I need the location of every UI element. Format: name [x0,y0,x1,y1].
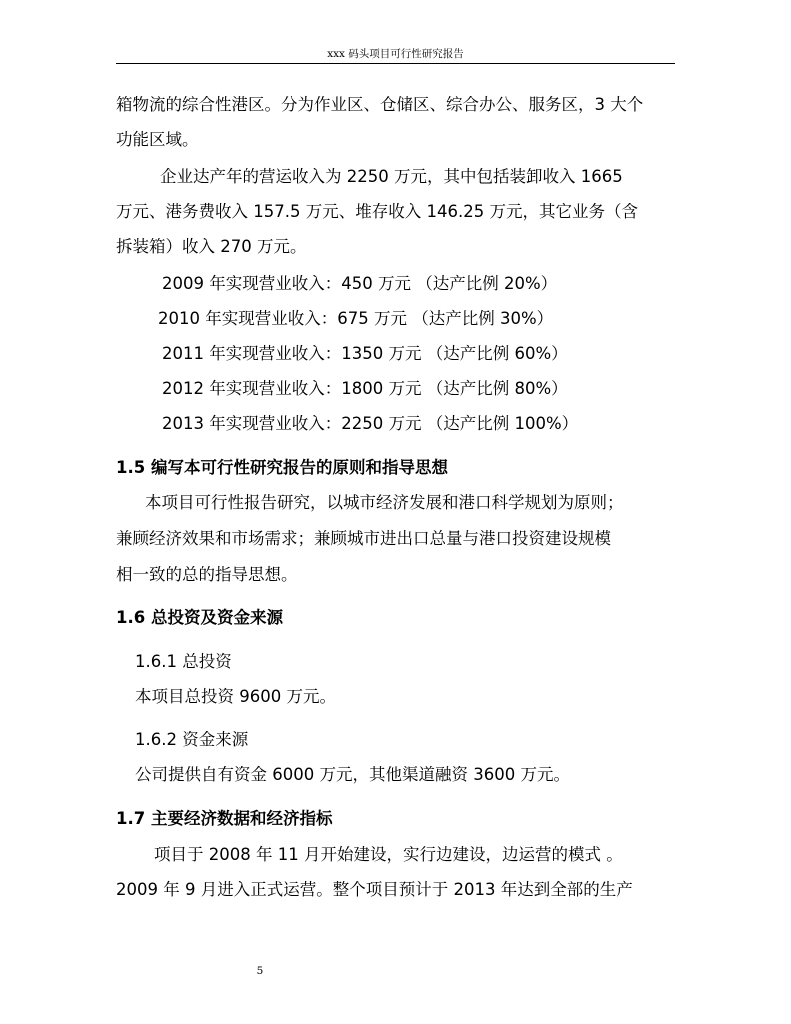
revenue-year-2011: 2011 年实现营业收入：1350 万元 （达产比例 60%） [162,344,568,363]
intro-line-1: 箱物流的综合性港区。分为作业区、仓储区、综合办公、服务区，3 大个 [116,95,644,114]
section-1-7-heading: 1.7 主要经济数据和经济指标 [116,809,333,828]
header-divider [116,63,675,64]
revenue-year-2009: 2009 年实现营业收入：450 万元 （达产比例 20%） [162,274,558,293]
section-1-5-line-3: 相一致的总的指导思想。 [116,565,298,584]
revenue-year-2010: 2010 年实现营业收入：675 万元 （达产比例 30%） [158,309,554,328]
subsection-1-6-1-text: 本项目总投资 9600 万元。 [135,687,336,706]
revenue-year-2013: 2013 年实现营业收入：2250 万元 （达产比例 100%） [162,414,579,433]
section-1-5-line-2: 兼顾经济效果和市场需求；兼顾城市进出口总量与港口投资建设规模 [116,529,611,548]
intro-line-2: 功能区域。 [116,130,199,149]
revenue-paragraph-line-1: 企业达产年的营运收入为 2250 万元，其中包括装卸收入 1665 [160,167,623,186]
revenue-paragraph-line-2: 万元、港务费收入 157.5 万元、堆存收入 146.25 万元，其它业务（含 [116,202,638,221]
subsection-1-6-2-text: 公司提供自有资金 6000 万元，其他渠道融资 3600 万元。 [135,765,570,784]
revenue-paragraph-line-3: 拆装箱）收入 270 万元。 [116,237,307,256]
subsection-1-6-2-heading: 1.6.2 资金来源 [135,730,249,749]
revenue-year-2012: 2012 年实现营业收入：1800 万元 （达产比例 80%） [162,379,568,398]
section-1-7-line-2: 2009 年 9 月进入正式运营。整个项目预计于 2013 年达到全部的生产 [116,880,633,899]
running-header-title: xxx 码头项目可行性研究报告 [327,48,464,60]
section-1-5-heading: 1.5 编写本可行性研究报告的原则和指导思想 [116,458,448,477]
section-1-6-heading: 1.6 总投资及资金来源 [116,608,283,627]
subsection-1-6-1-heading: 1.6.1 总投资 [135,652,232,671]
section-1-7-line-1: 项目于 2008 年 11 月开始建设，实行边建设，边运营的模式 。 [154,845,623,864]
section-1-5-line-1: 本项目可行性报告研究，以城市经济发展和港口科学规划为原则； [145,493,624,512]
page-number: 5 [256,965,264,977]
